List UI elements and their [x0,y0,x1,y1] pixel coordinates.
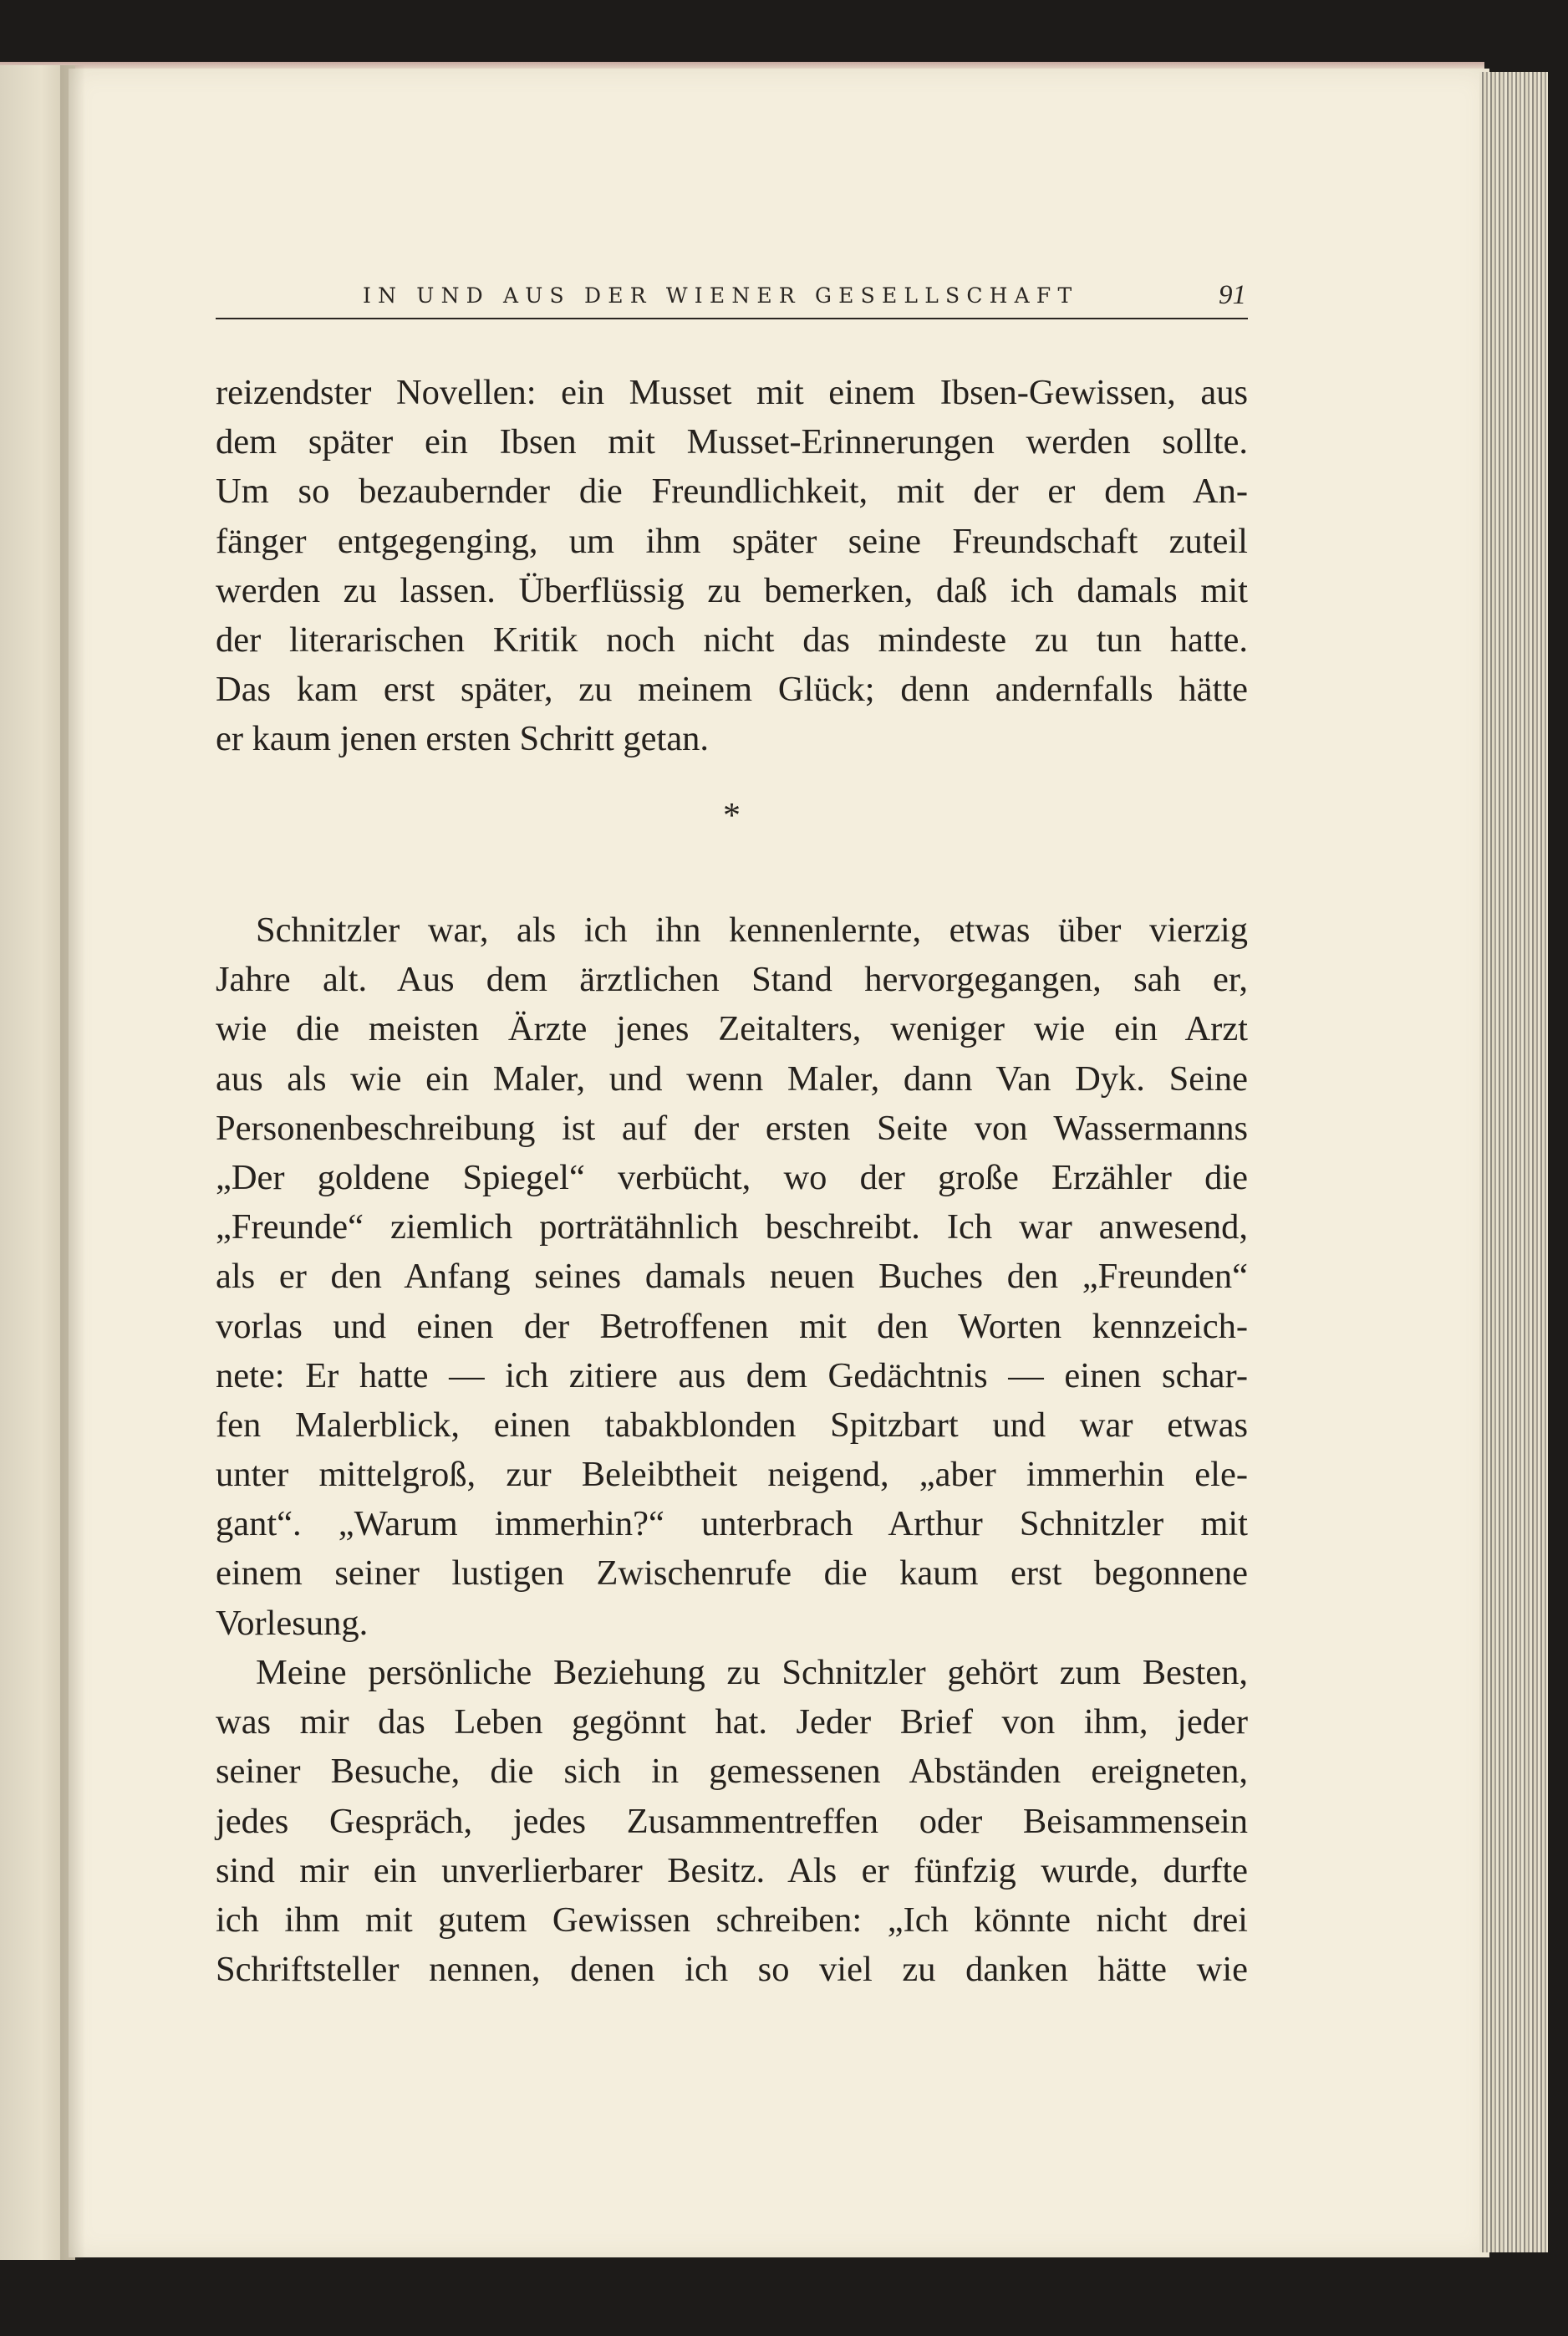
text-line: als er den Anfang seines damals neuen Buches den „Freunden“ [216,1257,1248,1297]
text-line: Meine persönliche Beziehung zu Schnitzler gehört zum Besten, [256,1653,1248,1692]
text-line: er kaum jenen ersten Schritt getan. [216,719,710,759]
text-line: dem später ein Ibsen mit Musset-Erinnerungen werden sollte. [216,422,1248,462]
running-header [216,278,1248,315]
text-line: fen Malerblick, einen tabakblonden Spitzbart und war etwas [216,1405,1248,1445]
text-line: der literarischen Kritik noch nicht das mindeste zu tun hatte. [216,620,1248,660]
header-rule [216,318,1248,319]
text-line: Um so bezaubernder die Freundlichkeit, mit der er dem An- [216,472,1248,512]
paragraph-3 [216,1648,1248,1994]
text-line: sind mir ein unverlierbarer Besitz. Als er fünfzig wurde, durfte [216,1850,1248,1890]
text-line: Schnitzler war, als ich ihn kennenlernte, etwas über vierzig [256,910,1248,950]
text-line: einem seiner lustigen Zwischenrufe die kaum erst begonnene [216,1553,1248,1594]
text-line: jedes Gespräch, jedes Zusammentreffen oder Beisammensein [216,1801,1248,1841]
text-line: seiner Besuche, die sich in gemessenen Abständen ereigneten, [216,1752,1248,1792]
text-line: wie die meisten Ärzte jenes Zeitalters, weniger wie ein Arzt [216,1009,1248,1049]
paragraph-2 [216,905,1248,1648]
text-line: unter mittelgroß, zur Beleibtheit neigend, „aber immerhin ele- [216,1455,1248,1495]
page-stack-edge [1479,72,1548,2252]
text-line: Das kam erst später, zu meinem Glück; denn andernfalls hätte [216,670,1248,710]
text-line: vorlas und einen der Betroffenen mit den Worten kennzeich- [216,1306,1248,1346]
text-line: was mir das Leben gegönnt hat. Jeder Brief von ihm, jeder [216,1702,1248,1742]
text-line: „Freunde“ ziemlich porträtähnlich beschreibt. Ich war anwesend, [216,1207,1248,1247]
spine-shadow [60,65,85,2260]
text-line: ich ihm mit gutem Gewissen schreiben: „Ich könnte nicht drei [216,1900,1248,1940]
text-line: aus als wie ein Maler, und wenn Maler, dann Van Dyk. Seine [216,1058,1248,1099]
text-line: werden zu lassen. Überflüssig zu bemerken, daß ich damals mit [216,570,1248,610]
text-line: fänger entgegenging, um ihm später seine Freundschaft zuteil [216,521,1248,561]
text-line: nete: Er hatte — ich zitiere aus dem Gedächtnis — einen schar- [216,1355,1248,1395]
text-line: Personenbeschreibung ist auf der ersten Seite von Wassermanns [216,1108,1248,1148]
text-line: Vorlesung. [216,1603,369,1643]
text-line: gant“. „Warum immerhin?“ unterbrach Arthur Schnitzler mit [216,1504,1248,1544]
text-line: Schriftsteller nennen, denen ich so viel zu danken hätte wie [216,1950,1248,1990]
text-line: „Der goldene Spiegel“ verbücht, wo der große Erzähler die [216,1157,1248,1197]
paragraph-1 [216,368,1248,764]
text-line: Jahre alt. Aus dem ärztlichen Stand hervorgegangen, sah er, [216,960,1248,1000]
running-title: IN UND AUS DER WIENER GESELLSCHAFT [363,283,1079,308]
page-number: 91 [1219,280,1246,310]
text-line: reizendster Novellen: ein Musset mit einem Ibsen-Gewissen, aus [216,373,1248,412]
section-break-asterisk: * [723,797,741,835]
